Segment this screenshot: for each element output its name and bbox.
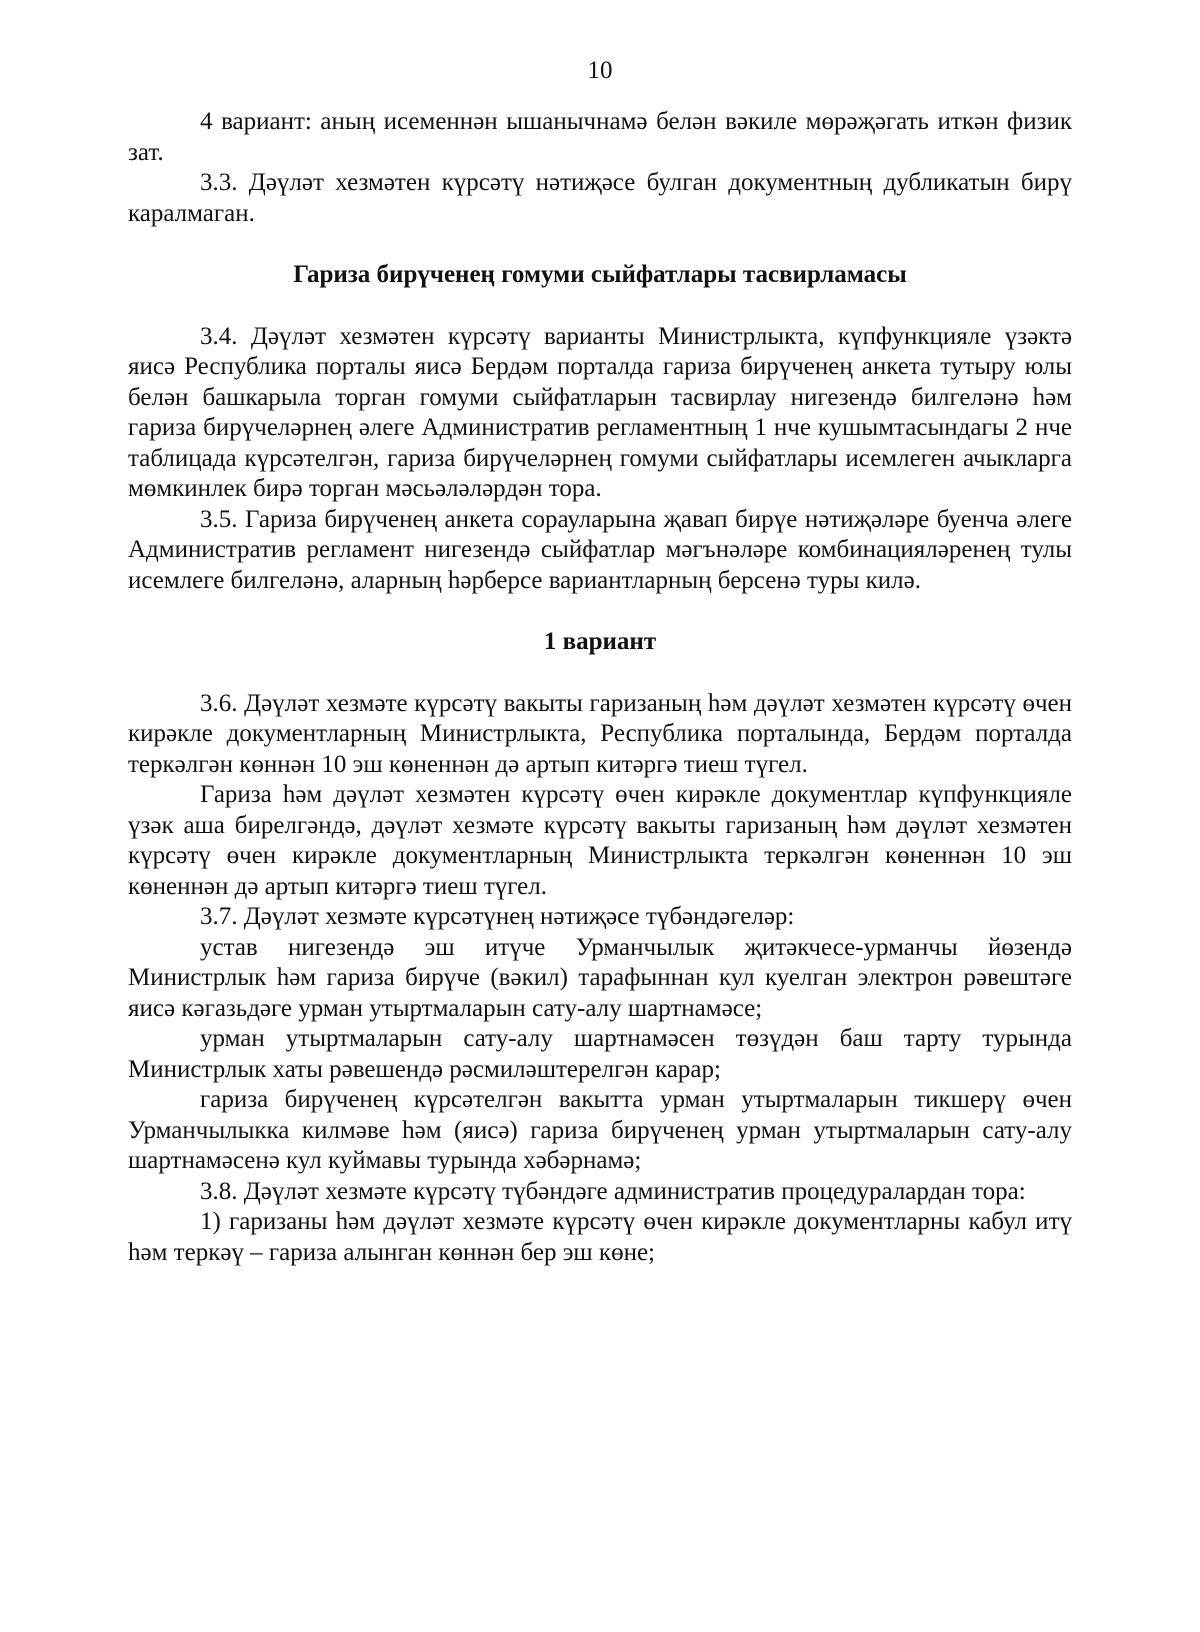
section-heading-variant-1: 1 вариант xyxy=(543,628,657,655)
paragraph-procedure-1: 1) гаризаны һәм дәүләт хезмәте күрсәтү өчен кирәкле документларны кабул итү һәм теркәү – гариза алынган көннән бер эш көне; xyxy=(128,1208,1072,1266)
paragraph-mfc-term: Гариза һәм дәүләт хезмәтен күрсәтү өчен кирәкле документлар күпфункцияле үзәк аша бирелгәндә, дәүләт хезмәте күрсәтү вакыты гаризаның һәм дәүләт хезмәтен күрсәтү өчен кирәкле документларның Министрлыкта теркәлгән көненнән 10 эш көненнән дә артып китәргә тиеш түгел. xyxy=(128,781,1072,900)
paragraph-3-8: 3.8. Дәүләт хезмәте күрсәтү түбәндәге административ процедуралардан тора: xyxy=(200,1177,1026,1205)
spacer xyxy=(128,596,1072,627)
paragraph-3-4: 3.4. Дәүләт хезмәтен күрсәтү варианты Министрлыкта, күпфункцияле үзәктә яисә Республика порталы яисә Бердәм порталда гариза бирүченең анкета тутыру юлы белән башкарыла торган гомуми сыйфатларын тасвирлау нигезендә билгеләнә һәм гариза бирүчеләрнең әлеге Административ регламентның 1 нче кушымтасындагы 2 нче таблицада күрсәтелгән, гариза бирүчеләрнең гомуми сыйфатлары исемлеген ачыкларга мөмкинлек бирә торган мәсьәләләрдән тора. xyxy=(128,322,1072,502)
paragraph-variant-4: 4 вариант: аның исеменнән ышанычнамә белән вәкиле мөрәҗәгать иткән физик зат. xyxy=(128,108,1072,166)
paragraph-result-notice: гариза бирүченең күрсәтелгән вакытта урман утыртмаларын тикшерү өчен Урманчылыкка килмәве һәм (яисә) гариза бирүченең урман утыртмаларын сату-алу шартнамәсенә кул куймавы турында хәбәрнамә; xyxy=(128,1086,1072,1174)
paragraph-result-refusal: урман утыртмаларын сату-алу шартнамәсен төзүдән баш тарту турында Министрлык хаты рәвешендә рәсмиләштерелгән карар; xyxy=(128,1025,1072,1083)
document-body xyxy=(128,107,1072,1268)
section-heading-applicant-features: Гариза бирүченең гомуми сыйфатлары тасвирламасы xyxy=(293,261,907,288)
spacer xyxy=(128,229,1072,260)
spacer xyxy=(128,658,1072,689)
paragraph-3-6: 3.6. Дәүләт хезмәте күрсәтү вакыты гаризаның һәм дәүләт хезмәтен күрсәтү өчен кирәкле документларның Министрлыкта, Республика порталында, Бердәм порталда теркәлгән көннән 10 эш көненнән дә артып китәргә тиеш түгел. xyxy=(128,689,1072,778)
spacer xyxy=(128,291,1072,322)
page-number: 10 xyxy=(587,57,613,84)
paragraph-3-3: 3.3. Дәүләт хезмәтен күрсәтү нәтиҗәсе булган документның дубликатын бирү каралмаган. xyxy=(128,169,1072,227)
paragraph-3-5: 3.5. Гариза бирүченең анкета сорауларына җавап бирүе нәтиҗәләре буенча әлеге Административ регламент нигезендә сыйфатлар мәгънәләре комбинацияләренең тулы исемлеге билгеләнә, аларның һәрберсе вариантларның берсенә туры килә. xyxy=(128,505,1072,594)
paragraph-3-7: 3.7. Дәүләт хезмәте күрсәтүнең нәтиҗәсе түбәндәгеләр: xyxy=(200,903,795,930)
paragraph-result-contract: устав нигезендә эш итүче Урманчылык җитәкчесе-урманчы йөзендә Министрлык һәм гариза бирүче (вәкил) тарафыннан кул куелган электрон рәвештәге яисә кәгазьдәге урман утыртмаларын сату-алу шартнамәсе; xyxy=(128,933,1072,1022)
